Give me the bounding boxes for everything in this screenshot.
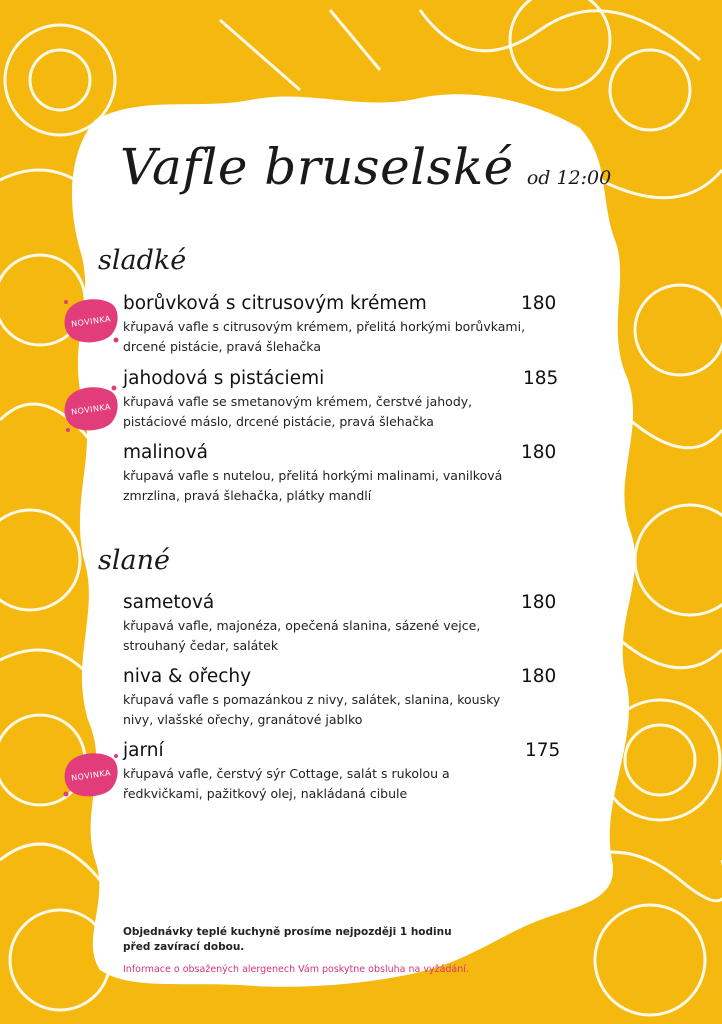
- section-title-savory: slané: [98, 545, 170, 576]
- menu-item: [123, 666, 557, 730]
- new-badge: NOVINKA: [62, 296, 120, 346]
- item-name: sametová: [123, 592, 215, 613]
- menu-item: [123, 442, 557, 506]
- section-title-sweet: sladké: [98, 245, 187, 276]
- allergen-note: Informace o obsažených alergenech Vám poskytne obsluha na vyžádání.: [123, 964, 469, 975]
- item-price: 175: [525, 740, 561, 761]
- kitchen-hours-note: Objednávky teplé kuchyně prosíme nejpozději 1 hodinu před zavírací dobou.: [123, 926, 452, 953]
- item-price: 180: [521, 293, 557, 314]
- item-name: borůvková s citrusovým krémem: [123, 293, 427, 314]
- item-price: 185: [523, 368, 559, 389]
- new-badge: NOVINKA: [62, 384, 120, 434]
- item-description: křupavá vafle, čerstvý sýr Cottage, salát s rukolou a ředkvičkami, pažitkový olej, nakládaná cibule: [123, 766, 450, 801]
- item-description: křupavá vafle s citrusovým krémem, přelitá horkými borůvkami, drcené pistácie, pravá šlehačka: [123, 319, 526, 354]
- item-description: křupavá vafle se smetanovým krémem, čerstvé jahody, pistáciové máslo, drcené pistácie, pravá šlehačka: [123, 394, 473, 429]
- menu-item: [123, 368, 559, 432]
- menu-item: [123, 592, 557, 656]
- item-name: niva & ořechy: [123, 666, 252, 687]
- item-description: křupavá vafle s pomazánkou z nivy, salátek, slanina, kousky nivy, vlašské ořechy, granátové jablko: [123, 692, 501, 727]
- item-name: malinová: [123, 442, 208, 463]
- menu-item: [123, 293, 557, 357]
- item-price: 180: [521, 666, 557, 687]
- item-price: 180: [521, 592, 557, 613]
- menu-item: [123, 740, 561, 804]
- item-price: 180: [521, 442, 557, 463]
- new-badge: NOVINKA: [62, 750, 120, 800]
- item-description: křupavá vafle s nutelou, přelitá horkými malinami, vanilková zmrzlina, pravá šlehačka, plátky mandlí: [123, 468, 503, 503]
- item-description: křupavá vafle, majonéza, opečená slanina, sázené vejce, strouhaný čedar, salátek: [123, 618, 481, 653]
- menu-title: Vafle bruselské: [120, 138, 514, 196]
- menu-header: [120, 138, 611, 196]
- menu-time: od 12:00: [526, 167, 612, 189]
- item-name: jarní: [123, 740, 164, 761]
- item-name: jahodová s pistáciemi: [123, 368, 325, 389]
